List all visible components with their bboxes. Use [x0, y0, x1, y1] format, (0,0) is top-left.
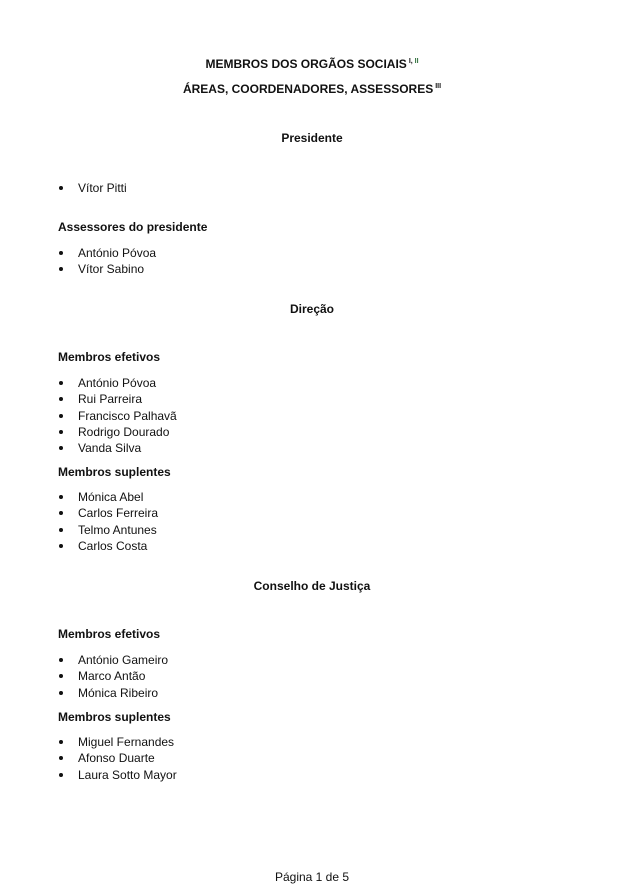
advisors-heading: Assessores do presidente	[58, 220, 208, 234]
direcao-efetivos-heading: Membros efetivos	[58, 350, 161, 364]
footnote-reference: III	[435, 83, 442, 90]
list-item: Rui Parreira	[58, 392, 177, 408]
list-item: António Póvoa	[58, 246, 156, 262]
list-item: Laura Sotto Mayor	[58, 768, 177, 784]
list-item: Mónica Ribeiro	[58, 686, 168, 702]
list-item: António Gameiro	[58, 653, 168, 669]
list-item: Mónica Abel	[58, 490, 158, 506]
conselho-efetivos-list	[58, 653, 168, 702]
list-item: Carlos Ferreira	[58, 506, 158, 522]
list-item: Vítor Sabino	[58, 262, 156, 278]
presidente-list	[58, 181, 127, 197]
list-item: Miguel Fernandes	[58, 735, 177, 751]
section-title-conselho-justica: Conselho de Justiça	[253, 579, 371, 593]
document-subtitle-text: ÁREAS, COORDENADORES, ASSESSORES	[182, 82, 434, 96]
conselho-suplentes-list	[58, 735, 177, 784]
list-item: Rodrigo Dourado	[58, 425, 177, 441]
list-item: Telmo Antunes	[58, 523, 158, 539]
document-title	[0, 57, 624, 74]
document-subtitle	[0, 82, 624, 99]
document-title-text: MEMBROS DOS ORGÃOS SOCIAIS	[205, 57, 407, 71]
list-item: Vanda Silva	[58, 441, 177, 457]
list-item: Vítor Pitti	[58, 181, 127, 197]
list-item: Carlos Costa	[58, 539, 158, 555]
advisors-list	[58, 246, 156, 279]
page-number: Página 1 de 5	[274, 870, 350, 884]
footnote-marker-b: II	[414, 58, 419, 65]
list-item: António Póvoa	[58, 376, 177, 392]
direcao-suplentes-list	[58, 490, 158, 555]
direcao-suplentes-heading: Membros suplentes	[58, 465, 171, 479]
direcao-efetivos-list	[58, 376, 177, 457]
list-item: Francisco Palhavã	[58, 409, 177, 425]
footnote-reference	[409, 58, 419, 65]
conselho-suplentes-heading: Membros suplentes	[58, 710, 171, 724]
section-title-presidente: Presidente	[281, 131, 343, 145]
conselho-efetivos-heading: Membros efetivos	[58, 627, 161, 641]
section-title-direcao: Direção	[289, 302, 335, 316]
list-item: Afonso Duarte	[58, 751, 177, 767]
list-item: Marco Antão	[58, 669, 168, 685]
footnote-marker-a: I,	[408, 58, 415, 65]
